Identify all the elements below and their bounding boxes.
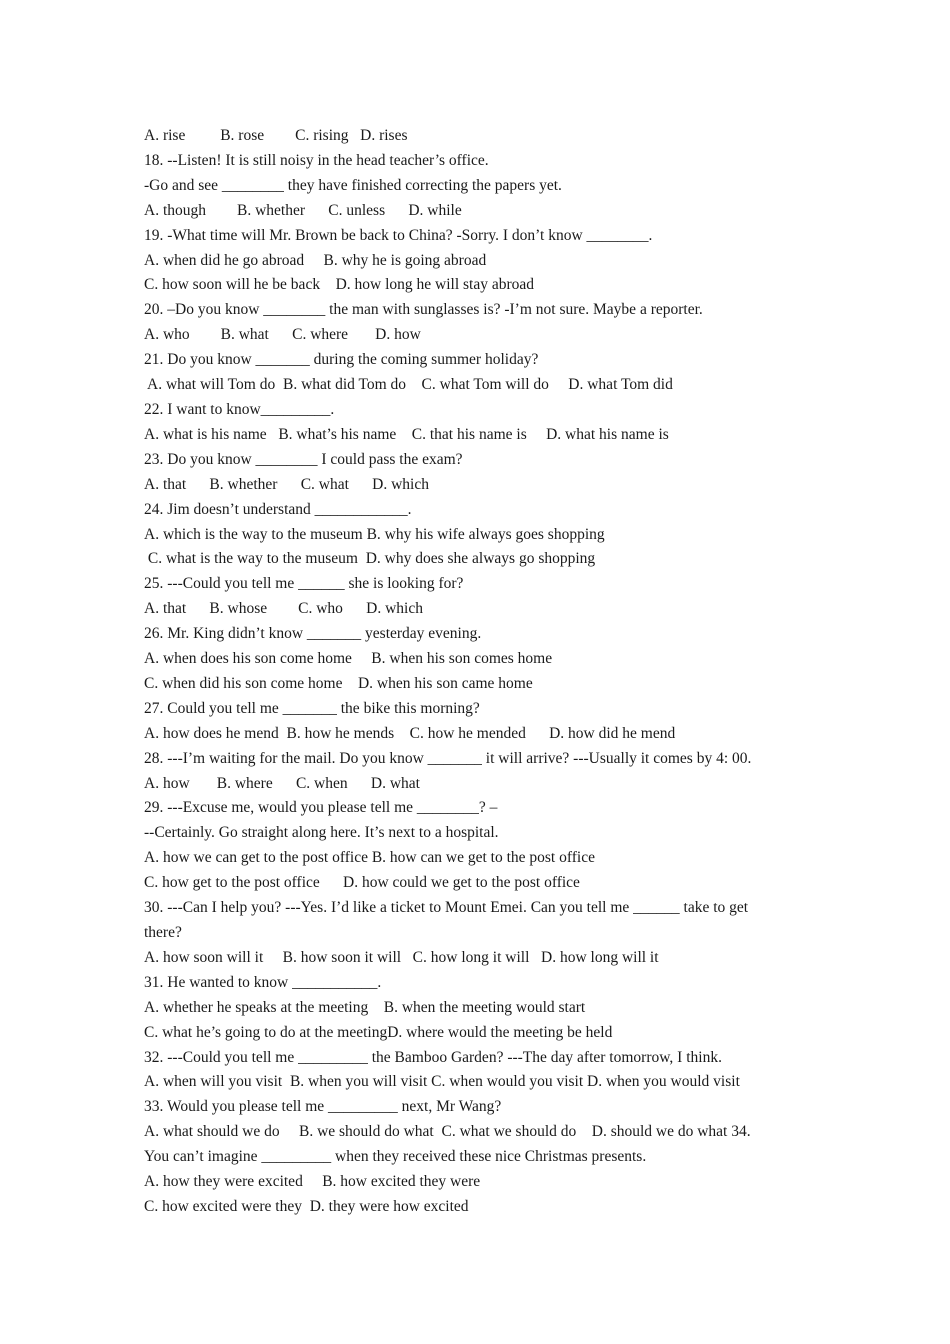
- text-line: A. how B. where C. when D. what: [144, 774, 420, 792]
- text-line: 20. –Do you know ________ the man with sunglasses is? -I’m not sure. Maybe a reporter.: [144, 301, 703, 319]
- text-line: --Certainly. Go straight along here. It’s next to a hospital.: [144, 824, 499, 842]
- text-line: C. how excited were they D. they were how excited: [144, 1197, 469, 1215]
- text-line: 24. Jim doesn’t understand ____________.: [144, 500, 412, 518]
- text-line: 21. Do you know _______ during the coming summer holiday?: [144, 351, 539, 369]
- text-line: A. what is his name B. what’s his name C. that his name is D. what his name is: [144, 425, 669, 443]
- text-line: A. whether he speaks at the meeting B. when the meeting would start: [144, 998, 586, 1016]
- text-line: 25. ---Could you tell me ______ she is looking for?: [144, 575, 464, 593]
- text-line: 28. ---I’m waiting for the mail. Do you know _______ it will arrive? ---Usually it comes by 4: 00.: [144, 749, 752, 767]
- text-line: A. though B. whether C. unless D. while: [144, 201, 462, 219]
- text-line: A. how does he mend B. how he mends C. how he mended D. how did he mend: [144, 724, 676, 742]
- text-line: A. what should we do B. we should do what C. what we should do D. should we do what 34.: [144, 1123, 751, 1141]
- text-line: -Go and see ________ they have finished correcting the papers yet.: [144, 176, 562, 194]
- text-line: 32. ---Could you tell me _________ the Bamboo Garden? ---The day after tomorrow, I think.: [144, 1048, 722, 1066]
- text-line: C. how soon will he be back D. how long he will stay abroad: [144, 276, 535, 294]
- text-line: A. how we can get to the post office B. how can we get to the post office: [144, 849, 595, 867]
- text-line: 33. Would you please tell me _________ next, Mr Wang?: [144, 1098, 502, 1116]
- text-line: A. which is the way to the museum B. why his wife always goes shopping: [144, 525, 605, 543]
- text-line: A. rise B. rose C. rising D. rises: [144, 127, 408, 144]
- text-line: C. what is the way to the museum D. why does she always go shopping: [144, 550, 596, 568]
- text-line: You can’t imagine _________ when they received these nice Christmas presents.: [144, 1148, 647, 1166]
- text-line: A. how soon will it B. how soon it will C. how long it will D. how long will it: [144, 948, 659, 966]
- text-line: 23. Do you know ________ I could pass the exam?: [144, 450, 463, 468]
- document-page: [144, 124, 824, 1220]
- text-line: A. who B. what C. where D. how: [144, 326, 421, 344]
- text-line: 27. Could you tell me _______ the bike this morning?: [144, 699, 480, 717]
- text-line: 26. Mr. King didn’t know _______ yesterday evening.: [144, 625, 482, 643]
- text-line: A. that B. whether C. what D. which: [144, 475, 429, 493]
- text-line: C. when did his son come home D. when his son came home: [144, 674, 533, 692]
- text-line: C. how get to the post office D. how could we get to the post office: [144, 874, 580, 892]
- text-line: A. when did he go abroad B. why he is going abroad: [144, 251, 487, 269]
- text-line: A. that B. whose C. who D. which: [144, 600, 423, 618]
- text-line: C. what he’s going to do at the meetingD. where would the meeting be held: [144, 1023, 613, 1041]
- text-line: A. when does his son come home B. when his son comes home: [144, 650, 553, 668]
- text-line: 18. --Listen! It is still noisy in the head teacher’s office.: [144, 151, 489, 169]
- text-line: A. how they were excited B. how excited they were: [144, 1173, 481, 1191]
- text-line: A. what will Tom do B. what did Tom do C. what Tom will do D. what Tom did: [144, 376, 673, 394]
- text-line: there?: [144, 924, 182, 941]
- text-line: 31. He wanted to know ___________.: [144, 973, 382, 991]
- text-line: 22. I want to know_________.: [144, 400, 335, 418]
- text-line: 19. -What time will Mr. Brown be back to China? -Sorry. I don’t know ________.: [144, 226, 653, 244]
- text-line: A. when will you visit B. when you will visit C. when would you visit D. when you would visit: [144, 1073, 740, 1091]
- text-line: 29. ---Excuse me, would you please tell me ________? –: [144, 799, 498, 817]
- text-line: 30. ---Can I help you? ---Yes. I’d like a ticket to Mount Emei. Can you tell me ______ take to get: [144, 899, 749, 917]
